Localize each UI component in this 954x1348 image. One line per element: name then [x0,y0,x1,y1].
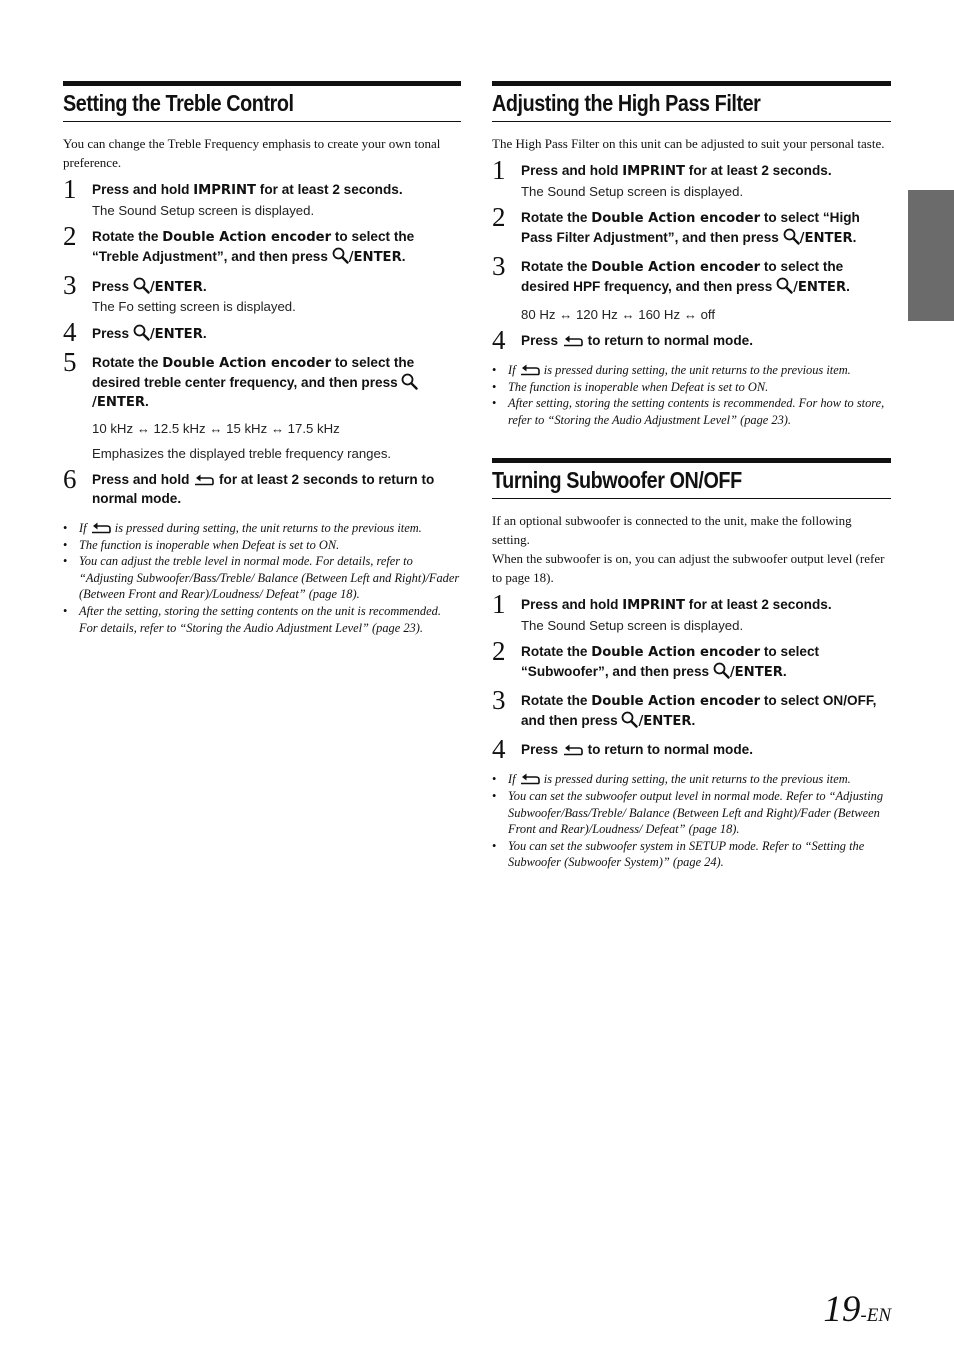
step-item [492,684,891,732]
text-run: After setting, storing the setting contents is recommended. For how to store, refer to “Storing the Audio Adjustment Level” (page 23). [508,396,885,427]
key-label: /ENTER [92,394,146,410]
search-icon [332,247,349,264]
search-icon [713,662,730,679]
text-run: to select “Subwoofer”, and then press [521,643,820,680]
text-run: is pressed during setting, the unit returns to the previous item. [540,772,851,787]
step-list [492,155,891,355]
bullet: • [63,537,68,552]
key-label: /ENTER [638,714,692,730]
step-text [521,596,891,616]
step-item [492,635,891,683]
text-run: Press and hold [92,472,194,487]
bullet: • [492,788,497,803]
key-label: Double Action encoder [591,210,761,226]
return-icon [519,772,541,786]
key-label: Double Action encoder [162,355,332,371]
note-item [63,553,461,603]
text-run: Press and hold [521,597,623,613]
step-description: The Sound Setup screen is displayed. [92,202,315,218]
section-header [492,458,891,499]
text-run: The function is inoperable when Defeat is set to ON. [79,537,340,552]
step-text [521,258,891,298]
bullet: • [63,521,68,535]
section-title: Setting the Treble Control [63,90,294,116]
text-run: The function is inoperable when Defeat is set to ON. [508,379,769,394]
text-run: . [401,249,406,264]
text-run: Press [92,278,133,294]
return-icon [90,521,112,535]
step-list [63,174,461,508]
note-item [492,788,891,838]
text-run: Press and hold [521,163,623,178]
step-description: The Sound Setup screen is displayed. [521,617,744,633]
search-icon [783,228,800,245]
right-column [492,81,891,871]
key-label: IMPRINT [193,183,257,198]
section-header [492,81,891,122]
key-label: Double Action encoder [591,693,761,709]
text-run: If [508,772,519,787]
text-run: is pressed during setting, the unit returns to the previous item. [540,363,851,377]
note-list [63,520,461,636]
step-text [521,209,891,249]
step-list [492,589,891,764]
hpf-section [492,81,891,428]
return-icon [562,743,584,757]
note-item [63,520,461,537]
step-text [92,181,461,201]
step-number: 1 [492,589,506,620]
bullet: • [63,603,68,618]
key-label: Double Action encoder [162,229,332,245]
step-number: 4 [492,324,506,355]
text-run: to return to normal mode. [583,332,753,348]
step-description: 10 kHz ↔ 12.5 kHz ↔ 15 kHz ↔ 17.5 kHz [92,421,340,436]
key-label: /ENTER [149,279,203,295]
text-run: to select “High Pass Filter Adjustment”, and then press [521,209,860,245]
text-run: Rotate the [92,354,163,370]
step-description: Emphasizes the displayed treble frequency ranges. [92,446,392,461]
step-item [63,317,461,347]
text-run: to select the desired treble center frequency, and then press [92,354,415,390]
chapter-tab [908,190,954,321]
text-run: Rotate the [521,258,592,274]
return-icon [562,334,584,348]
page-number [823,1288,891,1338]
key-label: Double Action encoder [591,644,761,660]
section-intro: If an optional subwoofer is connected to the unit, make the following setting. [492,513,852,548]
key-label: /ENTER [348,250,402,265]
text-run: Rotate the [92,228,163,244]
step-text [92,324,461,345]
search-icon [133,324,150,341]
text-run: Press [521,741,562,757]
step-item [492,155,891,200]
section-intro: The High Pass Filter on this unit can be adjusted to suit your personal taste. [492,136,885,151]
section-intro-2: When the subwoofer is on, you can adjust the subwoofer output level (refer to page 18). [492,551,885,586]
text-run: Rotate the [521,643,592,659]
step-item [492,733,891,764]
text-run: . [691,713,696,729]
step-number: 2 [63,220,77,251]
search-icon [776,277,793,294]
step-description: 80 Hz ↔ 120 Hz ↔ 160 Hz ↔ off [521,306,715,322]
note-list [492,771,891,871]
text-run: to select the desired HPF frequency, and then press [521,258,844,294]
text-run: If [79,521,90,535]
step-number: 3 [63,269,77,300]
step-item [63,464,461,508]
bullet: • [492,396,497,411]
text-run: If [508,363,519,377]
step-number: 4 [63,317,77,347]
bullet: • [492,363,497,377]
step-text [92,228,461,268]
step-text [92,354,461,413]
note-item [63,603,461,636]
step-item [63,269,461,316]
step-number: 5 [63,346,77,377]
text-run: for at least 2 seconds. [685,597,832,613]
step-number: 1 [63,174,77,204]
search-icon [621,711,638,728]
bullet: • [492,772,497,787]
text-run: . [846,279,850,294]
text-run: to select the “Treble Adjustment”, and then press [92,228,415,264]
key-label: /ENTER [799,231,853,246]
step-item [492,589,891,634]
section-header [63,81,461,122]
key-label: /ENTER [793,280,847,295]
step-number: 6 [63,464,77,494]
step-item [492,324,891,355]
step-description: The Fo setting screen is displayed. [92,299,296,314]
section-title: Adjusting the High Pass Filter [492,90,761,116]
text-run: Rotate the [521,209,592,225]
text-run: You can set the subwoofer output level in normal mode. Refer to “Adjusting Subwoofer/Bass/Treble/ Balance (Between Left and Right)/Fader (Between Front and Rear)/Loudness/ Defeat” (page 18). [508,788,884,837]
return-icon [193,473,215,487]
search-icon [401,373,418,390]
text-run: . [202,326,207,341]
step-text [521,332,891,351]
step-item [63,346,461,463]
text-run: for at least 2 seconds. [256,182,403,197]
text-run: for at least 2 seconds. [685,163,832,178]
step-description: The Sound Setup screen is displayed. [521,183,744,199]
step-item [63,174,461,219]
step-text [521,741,891,760]
key-label: /ENTER [149,327,203,342]
step-text [521,643,891,683]
text-run: . [202,278,207,294]
step-text [92,277,461,298]
text-run: . [145,393,149,409]
section-title: Turning Subwoofer ON/OFF [492,467,742,494]
left-column [63,81,461,636]
key-label: /ENTER [729,665,783,681]
text-run: to select ON/OFF, and then press [521,692,877,729]
bullet: • [492,379,497,394]
text-run: to return to normal mode. [583,741,753,757]
text-run: Press [521,332,562,348]
text-run: is pressed during setting, the unit returns to the previous item. [111,521,422,535]
section-intro: You can change the Treble Frequency emphasis to create your own tonal preference. [63,136,441,170]
text-run: for at least 2 seconds to return to normal mode. [92,472,435,506]
search-icon [133,277,150,294]
page-number-suffix: -EN [860,1305,891,1326]
step-number: 4 [492,733,506,764]
note-item [63,537,461,554]
step-item [63,220,461,268]
key-label: IMPRINT [622,164,686,179]
step-text [92,471,461,508]
text-run: You can set the subwoofer system in SETUP mode. Refer to “Setting the Subwoofer (Subwoofer System)” (page 24). [508,838,865,870]
text-run: . [782,664,787,680]
note-list [492,362,891,428]
page-number-value: 19 [823,1289,861,1330]
step-text [521,692,891,732]
step-text [521,162,891,182]
return-icon [519,363,541,377]
step-item [492,250,891,323]
step-number: 1 [492,155,506,185]
bullet: • [492,838,497,853]
key-label: Double Action encoder [591,259,761,275]
note-item [492,379,891,396]
note-item [492,362,891,379]
treble-section [63,81,461,636]
step-number: 3 [492,250,506,281]
step-number: 2 [492,635,506,666]
key-label: IMPRINT [622,598,686,614]
text-run: Press [92,326,133,341]
text-run: After the setting, storing the setting contents on the unit is recommended. For details, refer to “Storing the Audio Adjustment Level” (page 23). [79,603,441,635]
step-number: 2 [492,201,506,232]
step-number: 3 [492,684,506,715]
subwoofer-section [492,458,891,871]
note-item [492,395,891,428]
text-run: Rotate the [521,692,592,708]
note-item [492,771,891,788]
step-item [492,201,891,249]
bullet: • [63,554,68,569]
note-item [492,838,891,871]
text-run: You can adjust the treble level in normal mode. For details, refer to “Adjusting Subwoofer/Bass/Treble/ Balance (Between Left and Right)/Fader (Between Front and Rear)/Loudness/ Defeat” (page 18). [79,554,460,602]
text-run: Press and hold [92,182,194,197]
text-run: . [852,230,857,245]
